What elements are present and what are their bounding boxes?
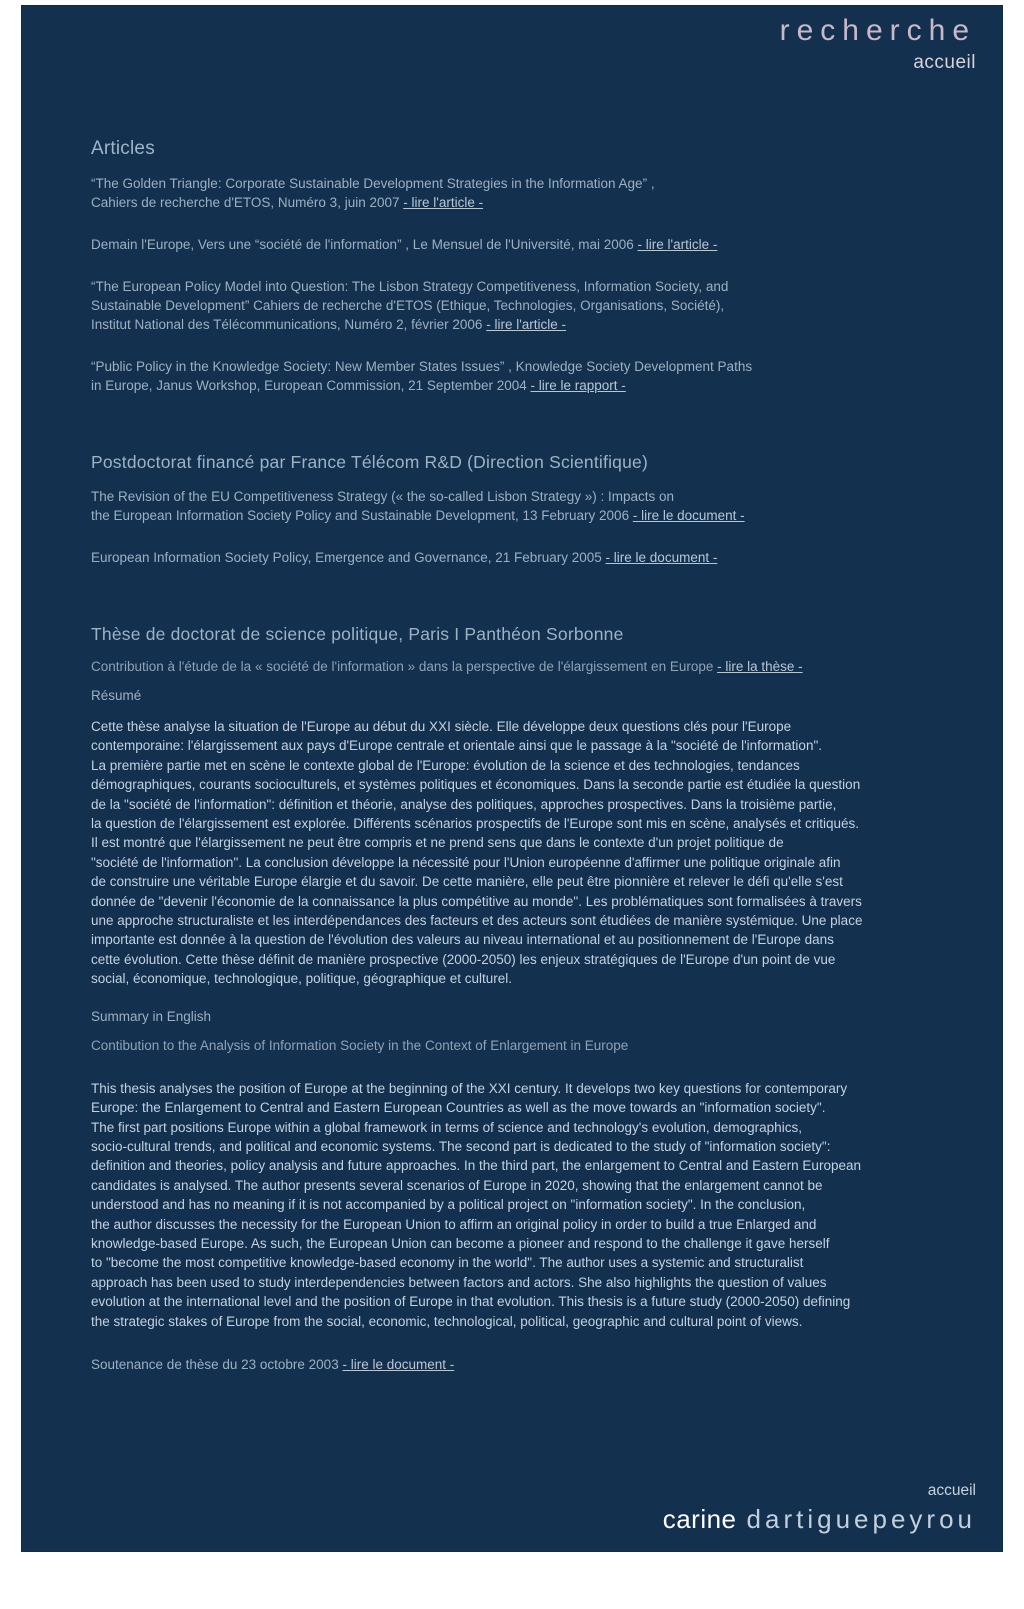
article-line-text: in Europe, Janus Workshop, European Commission, 21 September 2004	[91, 378, 531, 393]
site-header	[780, 12, 976, 75]
read-article-link[interactable]: - lire l'article -	[486, 317, 567, 332]
read-document-link[interactable]: - lire le document -	[632, 508, 745, 523]
spacer	[91, 1067, 971, 1079]
soutenance-text: Soutenance de thèse du 23 octobre 2003	[91, 1356, 343, 1372]
summary-line: socio-cultural trends, and political and economic systems. The second part is dedicated to the study of "information society":	[91, 1138, 831, 1154]
footer-site-name	[663, 1502, 976, 1541]
summary-line: knowledge-based Europe. As such, the European Union can become a pioneer and respond to the challenge it gave herself	[91, 1235, 830, 1251]
postdoc-entry	[91, 487, 971, 525]
summary-line: the strategic stakes of Europe from the social, economic, technological, political, geographic and cultural point of views.	[91, 1313, 803, 1329]
postdoc-line-text: the European Information Society Policy and Sustainable Development, 13 February 2006	[91, 508, 633, 523]
article-line-text: Institut National des Télécommunications, Numéro 2, février 2006	[91, 317, 487, 332]
page-title: recherche	[779, 14, 976, 47]
article-line: “The European Policy Model into Question: The Lisbon Strategy Competitiveness, Information Society, and	[91, 279, 729, 294]
resume-label: Résumé	[91, 688, 142, 703]
resume-line: contemporaine: l'élargissement aux pays d'Europe centrale et orientale ainsi que le passage à la "société de l'information".	[91, 738, 822, 754]
resume-line: donnée de "devenir l'économie de la connaissance la plus compétitive au monde". Les problématiques sont formalisées à travers	[91, 893, 862, 909]
article-line: “Public Policy in the Knowledge Society: New Member States Issues” , Knowledge Society Development Paths	[91, 359, 753, 374]
resume-line: importante est donnée à la question de l'évolution des valeurs au niveau international et au positionnement de l'Europe dans	[91, 932, 834, 948]
resume-line: la question de l'élargissement est explorée. Différents scénarios prospectifs de l'Europe sont mis en scène, analysés et critiqués.	[91, 816, 860, 832]
resume-line: Il est montré que l'élargissement ne peut être compris et ne prend sens que dans le contexte d'un projet politique de	[91, 835, 784, 851]
article-line-with-link	[91, 193, 971, 212]
summary-line: approach has been used to study interdependencies between factors and actors. She also highlights the question of values	[91, 1274, 827, 1290]
postdoc-line-with-link	[91, 548, 971, 567]
resume-line: La première partie met en scène le contexte global de l'Europe: évolution de la science et des technologies, tendances	[91, 757, 800, 773]
resume-line: social, économique, technologique, politique, géographique et culturel.	[91, 971, 513, 987]
article-line-with-link	[91, 376, 971, 395]
article-line: “The Golden Triangle: Corporate Sustainable Development Strategies in the Information Age” ,	[91, 176, 655, 191]
resume-line: Cette thèse analyse la situation de l'Europe au début du XXI siècle. Elle développe deux questions clés pour l'Europe	[91, 719, 792, 734]
section-title-articles: Articles	[91, 138, 155, 159]
read-article-link[interactable]: - lire l'article -	[403, 195, 484, 210]
article-line-with-link	[91, 235, 971, 254]
main-content	[91, 138, 971, 1372]
summary-title: Contibution to the Analysis of Information Society in the Context of Enlargement in Europe	[91, 1037, 629, 1053]
article-entry	[91, 235, 971, 254]
read-thesis-link[interactable]: - lire la thèse -	[717, 659, 803, 674]
footer-home-link[interactable]: accueil	[927, 1482, 976, 1499]
spacer	[91, 590, 971, 624]
header-home-link[interactable]: accueil	[913, 52, 976, 73]
read-article-link[interactable]: - lire l'article -	[637, 237, 718, 252]
site-footer	[663, 1480, 976, 1541]
article-line: Sustainable Development” Cahiers de recherche d'ETOS (Ethique, Technologies, Organisations, Société),	[91, 298, 725, 313]
postdoc-line-with-link	[91, 506, 971, 525]
footer-name-first: carine	[662, 1504, 737, 1534]
article-line-text: Cahiers de recherche d'ETOS, Numéro 3, juin 2007	[91, 195, 404, 210]
read-document-link[interactable]: - lire le document -	[342, 1356, 455, 1372]
soutenance-entry	[91, 1357, 971, 1372]
summary-line: The first part positions Europe within a global framework in terms of science and technology's evolution, demographics,	[91, 1119, 802, 1135]
page-canvas	[22, 6, 1002, 1551]
these-subtitle-text: Contribution à l'étude de la « société de l'information » dans la perspective de l'élargissement en Europe	[91, 659, 718, 674]
resume-paragraph	[91, 717, 971, 989]
spacer	[91, 418, 971, 452]
resume-line: démographiques, courants socioculturels, et systèmes politiques et économiques. Dans la seconde partie est étudiée la question	[91, 777, 861, 793]
postdoc-line: The Revision of the EU Competitiveness Strategy (« the so-called Lisbon Strategy ») : Impacts on	[91, 489, 675, 504]
article-line-with-link	[91, 315, 971, 334]
postdoc-entry	[91, 548, 971, 567]
summary-line: the author discusses the necessity for the European Union to affirm an original policy in order to build a true Enlarged and	[91, 1216, 817, 1232]
summary-line: candidates is analysed. The author presents several scenarios of Europe in 2020, showing that the enlargement cannot be	[91, 1177, 823, 1193]
summary-paragraph	[91, 1079, 971, 1331]
read-document-link[interactable]: - lire le document -	[605, 550, 718, 565]
resume-line: cette évolution. Cette thèse définit de manière prospective (2000-2050) les enjeux stratégiques de l'Europe d'un point de vue	[91, 951, 836, 967]
resume-line: de construire une véritable Europe élargie et du savoir. De cette manière, elle peut être pionnière et relever le défi qu'elle s'est	[91, 874, 843, 890]
article-entry	[91, 357, 971, 395]
summary-label: Summary in English	[91, 1008, 212, 1024]
read-report-link[interactable]: - lire le rapport -	[530, 378, 626, 393]
article-line-text: Demain l'Europe, Vers une “société de l'information” , Le Mensuel de l'Université, mai 2006	[91, 237, 638, 252]
footer-name-last: dartiguepeyrou	[746, 1504, 976, 1534]
section-title-these: Thèse de doctorat de science politique, Paris I Panthéon Sorbonne	[91, 624, 624, 644]
section-title-postdoc: Postdoctorat financé par France Télécom R&D (Direction Scientifique)	[91, 452, 648, 472]
article-entry	[91, 277, 971, 334]
resume-line: de la "société de l'information": définition et théorie, analyse des politiques, approches prospectives. Dans la troisième partie,	[91, 796, 837, 812]
these-subtitle	[91, 659, 971, 674]
postdoc-line-text: European Information Society Policy, Emergence and Governance, 21 February 2005	[91, 550, 606, 565]
article-entry	[91, 174, 971, 212]
summary-line: definition and theories, policy analysis and future approaches. In the third part, the enlargement to Central and Eastern European	[91, 1158, 861, 1174]
resume-line: "société de l'information". La conclusion développe la nécessité pour l'Union européenne d'affirmer une politique originale afin	[91, 854, 841, 870]
summary-line: Europe: the Enlargement to Central and Eastern European Countries as well as the move towards an "information society".	[91, 1100, 826, 1116]
summary-line: evolution at the international level and the position of Europe in that evolution. This thesis is a future study (2000-2050) defining	[91, 1294, 851, 1310]
resume-line: une approche structuraliste et les interdépendances des facteurs et des acteurs sont étudiées de manière systémique. Une place	[91, 913, 863, 929]
summary-line: to "become the most competitive knowledge-based economy in the world". The author uses a systemic and structuralist	[91, 1255, 804, 1271]
summary-line: This thesis analyses the position of Europe at the beginning of the XXI century. It develops two key questions for contemporary	[91, 1080, 848, 1096]
summary-line: understood and has no meaning if it is not accompanied by a political project on "information society". In the conclusion,	[91, 1197, 806, 1213]
